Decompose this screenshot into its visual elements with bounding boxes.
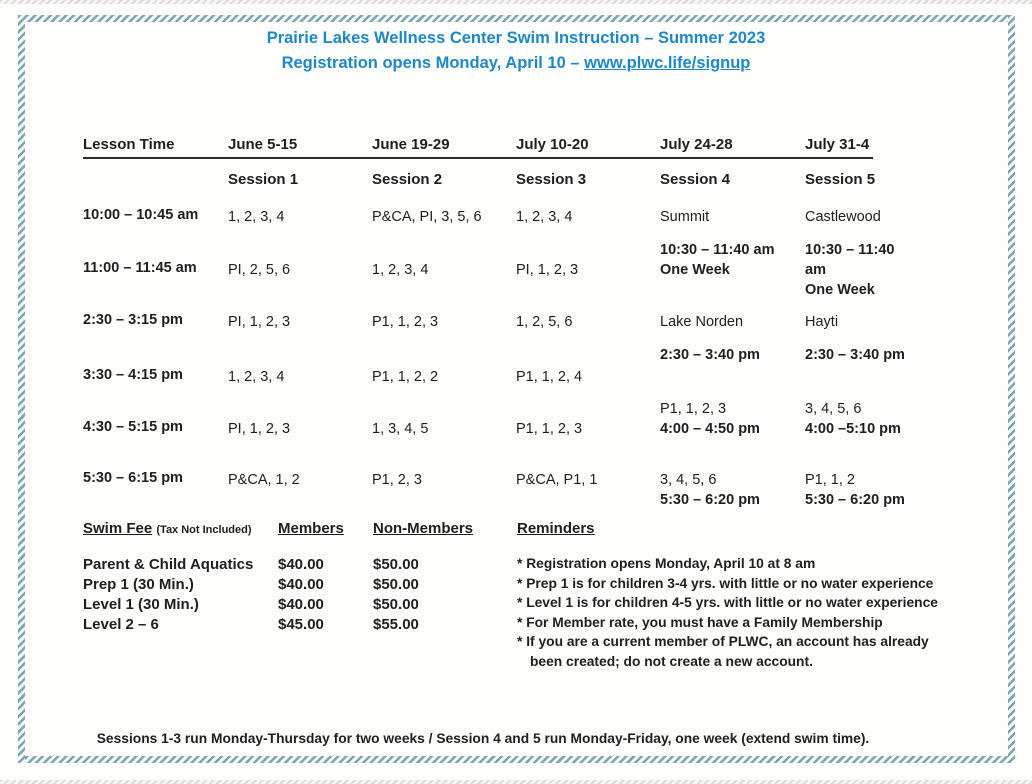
column-header-july-31-4: July 31-4 [805, 136, 870, 153]
fee-label: Level 1 (30 Min.) [83, 596, 199, 613]
schedule-cell: PI, 2, 5, 6 [228, 262, 291, 278]
footer-note: Sessions 1-3 run Monday-Thursday for two weeks / Session 4 and 5 run Monday-Friday, one week (extend swim time). [96, 731, 870, 746]
members-column-header: Members [278, 520, 344, 537]
lesson-time: 11:00 – 11:45 am [83, 260, 197, 276]
schedule-row-330 [83, 367, 943, 387]
fee-label: Parent & Child Aquatics [83, 556, 254, 573]
schedule-cell [805, 367, 915, 387]
schedule-cell: PI, 1, 2, 3 [228, 421, 291, 437]
session-2-label: Session 2 [372, 171, 443, 188]
lesson-time: 10:00 – 10:45 am [83, 207, 199, 223]
reminder-item-continuation: been created; do not create a new account. [530, 653, 813, 669]
lesson-time: 4:30 – 5:15 pm [83, 419, 183, 435]
fee-row [83, 555, 513, 575]
schedule-cell: P1, 1, 2, 3 4:00 – 4:50 pm [660, 401, 760, 437]
fee-row [83, 595, 513, 615]
schedule-cell: PI, 1, 2, 3 [516, 262, 579, 278]
reminder-item: * If you are a current member of PLWC, an account has already [517, 634, 929, 649]
schedule-cell: 10:30 – 11:40 am One Week [660, 242, 775, 278]
schedule-cell: 1, 2, 3, 4 [228, 369, 285, 385]
scan-edge-bottom [0, 780, 1032, 784]
nonmember-price: $50.00 [373, 596, 419, 613]
schedule-cell: P1, 1, 2, 3 [516, 421, 583, 437]
page-title: Prairie Lakes Wellness Center Swim Instruction – Summer 2023 [266, 29, 766, 47]
fees-tax-note: (Tax Not Included) [156, 524, 252, 536]
column-header-june-5-15: June 5-15 [228, 136, 298, 153]
schedule-cell: 3, 4, 5, 6 5:30 – 6:20 pm [660, 472, 760, 508]
swim-fee-table [83, 520, 513, 635]
reminder-item: * Prep 1 is for children 3-4 yrs. with little or no water experience [517, 575, 934, 591]
striped-border-right [1008, 15, 1015, 763]
fee-label: Prep 1 (30 Min.) [83, 576, 194, 593]
schedule-cell: Lake Norden 2:30 – 3:40 pm [660, 314, 760, 363]
schedule-cell: P&CA, 1, 2 [228, 472, 300, 488]
lesson-schedule-table [83, 136, 943, 521]
schedule-row-530 [83, 470, 943, 510]
reminder-item: * Level 1 is for children 4-5 yrs. with little or no water experience [517, 595, 938, 610]
column-header-july-24-28: July 24-28 [660, 136, 733, 153]
session-4-label: Session 4 [660, 171, 731, 188]
schedule-cell: 1, 2, 5, 6 [516, 314, 573, 330]
schedule-cell: P1, 1, 2 5:30 – 6:20 pm [805, 472, 905, 508]
session-1-label: Session 1 [228, 171, 299, 188]
session-label-row [83, 171, 943, 188]
session-3-label: Session 3 [516, 171, 587, 188]
scan-edge-top [0, 0, 1032, 4]
column-header-july-10-20: July 10-20 [516, 136, 589, 153]
schedule-cell: P&CA, P1, 1 [516, 472, 598, 488]
member-price: $45.00 [278, 616, 324, 633]
lesson-time: 2:30 – 3:15 pm [83, 312, 183, 328]
session-5-label: Session 5 [805, 171, 876, 188]
schedule-cell: Castlewood [805, 209, 881, 225]
striped-border-top [18, 15, 1015, 22]
nonmember-price: $50.00 [373, 576, 419, 593]
fees-title: Swim Fee (Tax Not Included) [83, 520, 252, 537]
fees-header-row [83, 520, 513, 537]
member-price: $40.00 [278, 596, 324, 613]
schedule-cell: P&CA, PI, 3, 5, 6 [372, 209, 482, 225]
reminders-title: Reminders [517, 520, 595, 537]
lesson-time: 5:30 – 6:15 pm [83, 470, 183, 486]
schedule-cell: Summit [660, 209, 710, 225]
schedule-cell: 1, 3, 4, 5 [372, 421, 429, 437]
page-subtitle [0, 51, 1032, 76]
reminder-item: * Registration opens Monday, April 10 at 8 am [517, 556, 816, 571]
fee-label: Level 2 – 6 [83, 616, 159, 633]
schedule-cell: PI, 1, 2, 3 [228, 314, 291, 330]
fee-row [83, 615, 513, 635]
nonmember-price: $50.00 [373, 556, 419, 573]
schedule-row-430 [83, 401, 943, 439]
schedule-cell: 3, 4, 5, 6 4:00 –5:10 pm [805, 401, 901, 437]
member-price: $40.00 [278, 556, 324, 573]
schedule-cell: P1, 1, 2, 3 [372, 314, 439, 330]
reminders-list [517, 554, 967, 671]
schedule-cell: P1, 1, 2, 4 [516, 369, 583, 385]
schedule-cell: 1, 2, 3, 4 [372, 262, 429, 278]
schedule-cell: 10:30 – 11:40 am One Week [805, 242, 895, 298]
reminders-section [517, 520, 967, 671]
column-header-june-19-29: June 19-29 [372, 136, 450, 153]
reminder-item: * For Member rate, you must have a Family Membership [517, 614, 883, 630]
schedule-cell: P1, 2, 3 [372, 472, 422, 488]
schedule-cell: Hayti 2:30 – 3:40 pm [805, 314, 905, 363]
schedule-cell: P1, 1, 2, 2 [372, 369, 439, 385]
schedule-cell: 1, 2, 3, 4 [228, 209, 285, 225]
session-label-spacer [83, 171, 228, 188]
schedule-header-row [83, 136, 873, 159]
column-header-lesson-time: Lesson Time [83, 136, 175, 153]
member-price: $40.00 [278, 576, 324, 593]
schedule-row-1100 [83, 242, 943, 300]
signup-link[interactable]: www.plwc.life/signup [584, 54, 751, 72]
nonmember-price: $55.00 [373, 616, 419, 633]
title-block [0, 26, 1032, 76]
striped-border-bottom [18, 756, 1015, 763]
schedule-cell: 1, 2, 3, 4 [516, 209, 573, 225]
fee-row [83, 575, 513, 595]
schedule-row-230 [83, 312, 943, 365]
nonmembers-column-header: Non-Members [373, 520, 474, 537]
striped-border-left [18, 15, 25, 763]
subtitle-text: Registration opens Monday, April 10 – [281, 54, 585, 72]
fees-rows [83, 555, 513, 635]
schedule-cell [660, 367, 805, 387]
schedule-row-1000 [83, 207, 943, 227]
lesson-time: 3:30 – 4:15 pm [83, 367, 183, 383]
